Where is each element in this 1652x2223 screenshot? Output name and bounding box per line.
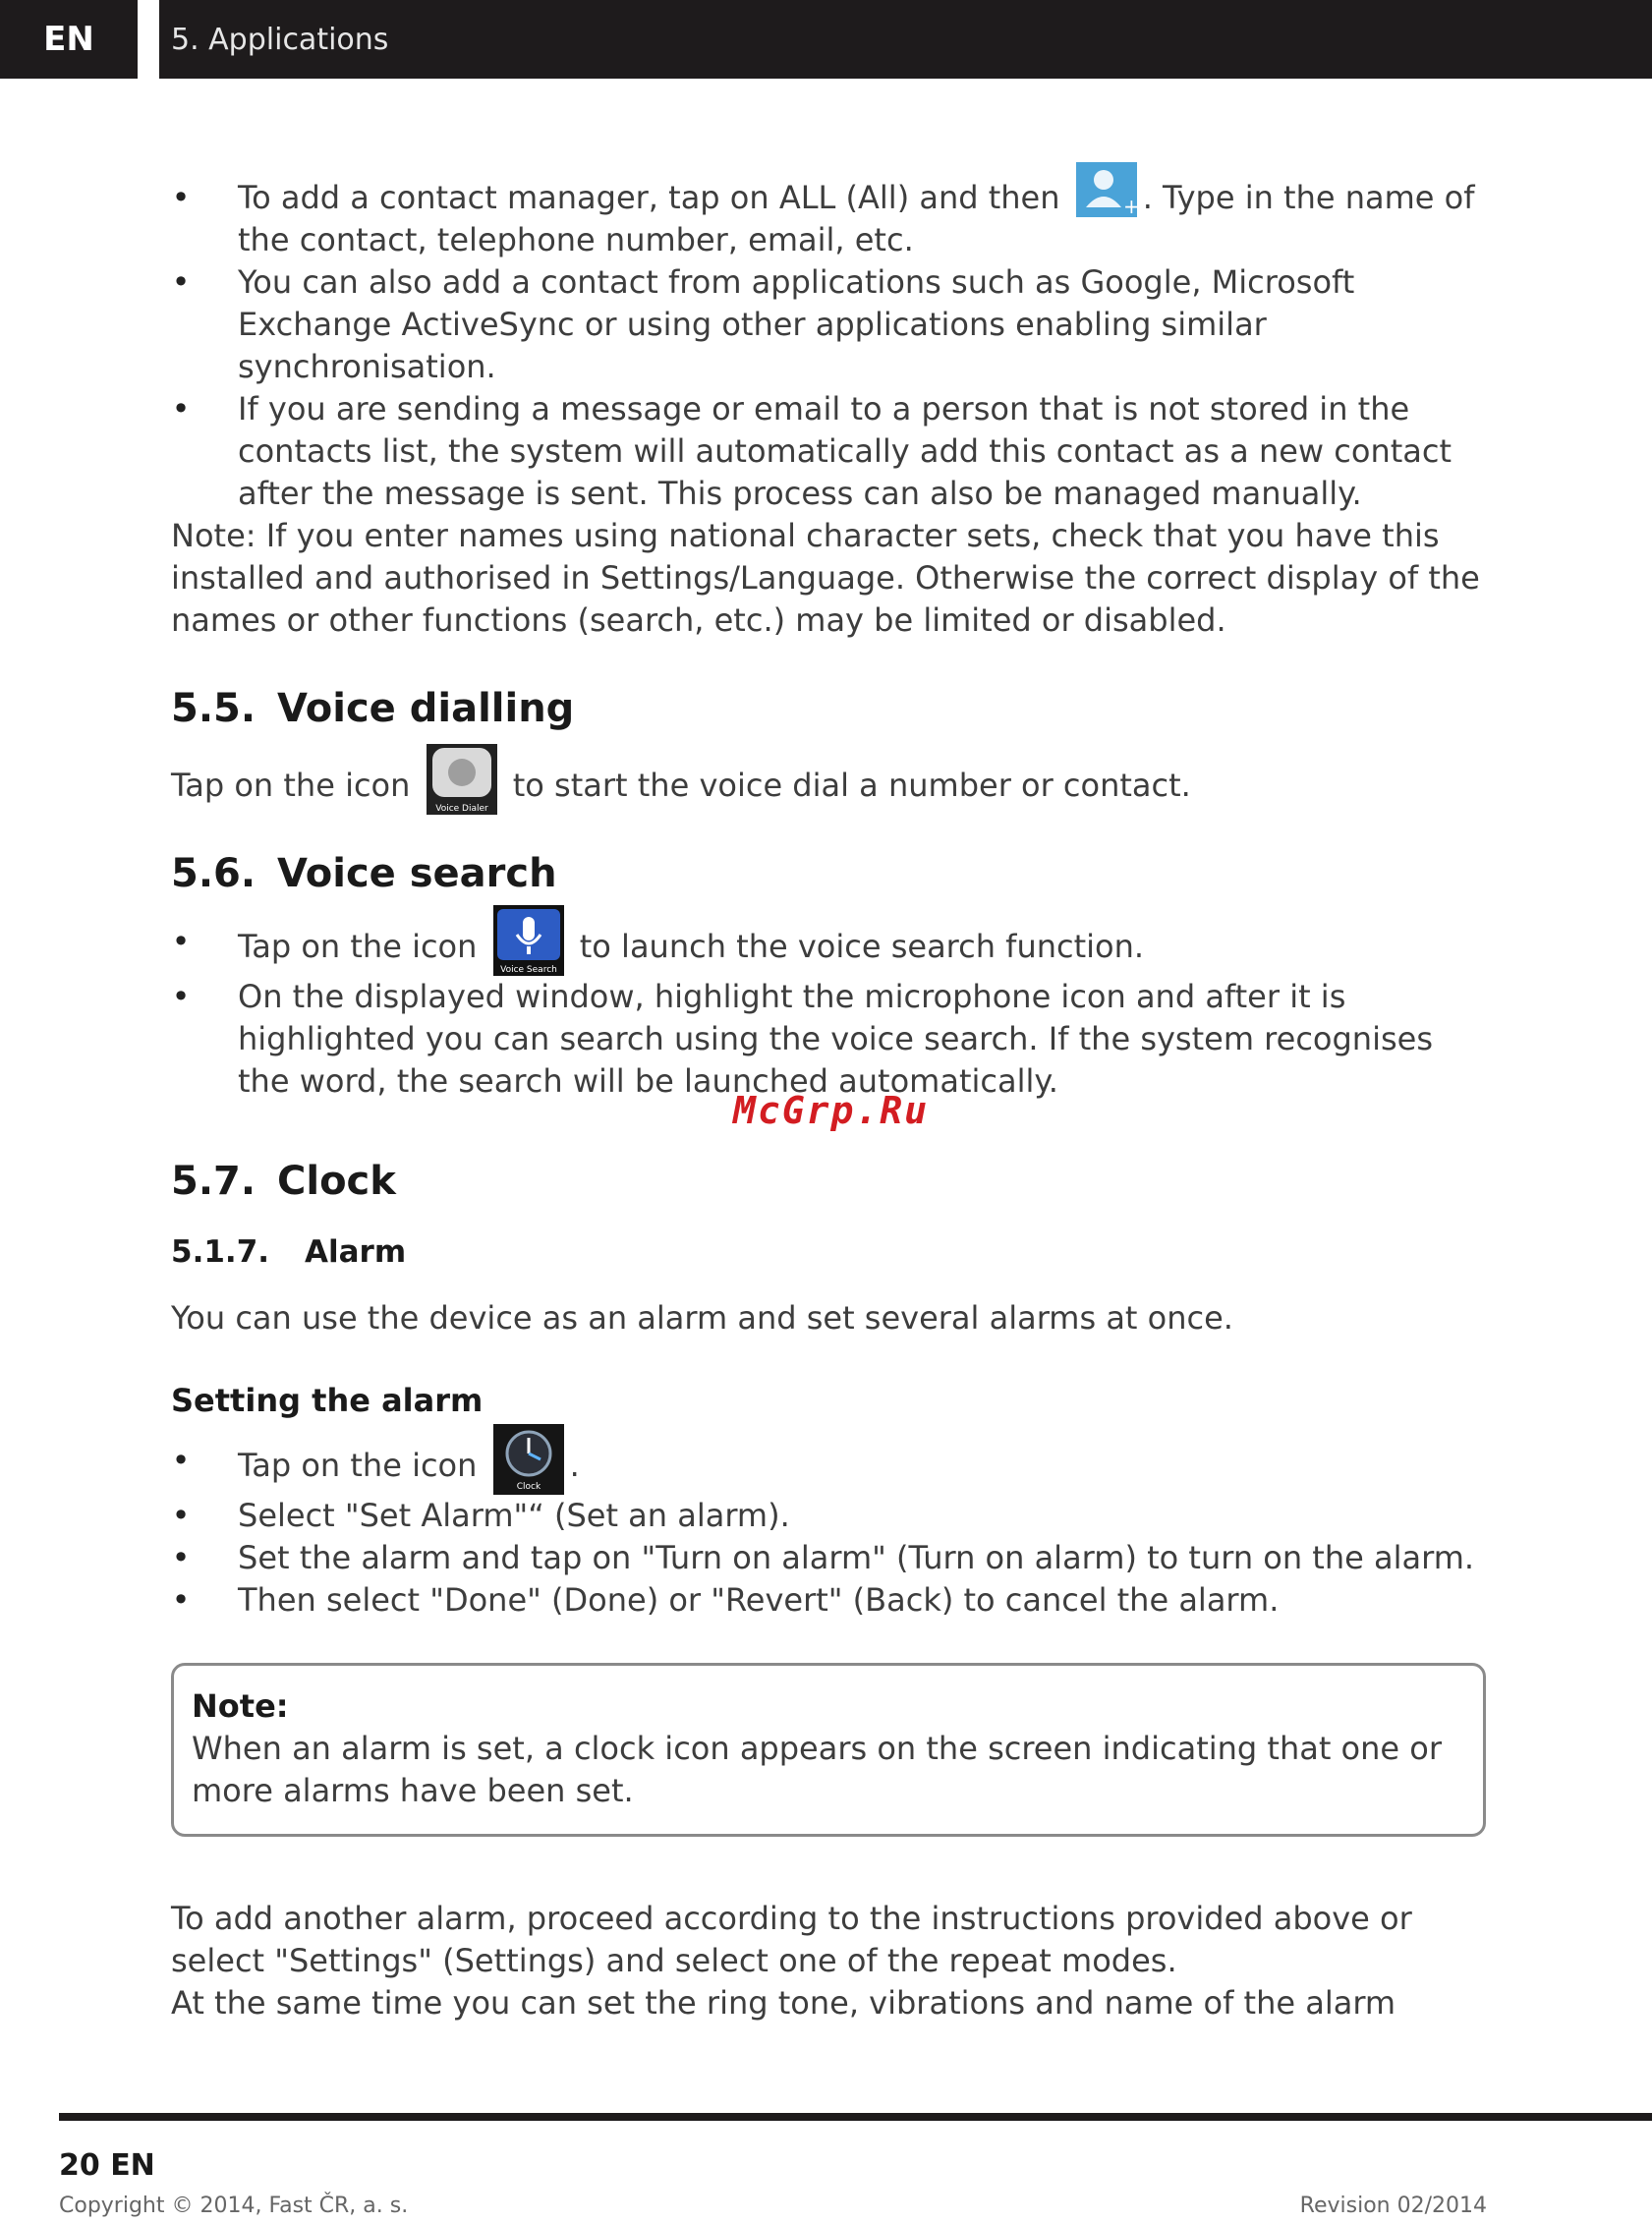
alarm-outro-1: To add another alarm, proceed according to the instructions provided above or select "Settings" (Settings) and select one of the repeat modes.	[171, 1900, 1412, 1979]
voice-dialling-text: Tap on the icon Voice Dialer to start the voice dial a number or contact.	[171, 760, 1488, 815]
alarm-bullets	[171, 1440, 1488, 1622]
clock-icon-label: Clock	[516, 1482, 541, 1492]
setting-alarm-heading: Setting the alarm	[171, 1382, 484, 1419]
voice-search-bullets	[171, 921, 1488, 1103]
voice-dialer-icon-label: Voice Dialer	[434, 804, 488, 814]
add-contact-icon	[1076, 162, 1140, 218]
list-item: • To add a contact manager, tap on ALL (All) and then + . Type in the name of the contact, telephone number, email, etc.	[171, 177, 1488, 261]
list-item: • You can also add a contact from applications such as Google, Microsoft Exchange ActiveSync or using other applications enabling similar synchronisation.	[171, 263, 1355, 385]
list-item: • Tap on the icon Clock .	[171, 1440, 1488, 1495]
heading-clock: 5.7. Clock	[171, 1159, 396, 1204]
note-box	[171, 1663, 1486, 1837]
list-item: • If you are sending a message or email to a person that is not stored in the contacts list, the system will automatically add this contact as a new contact after the message is sent. This process can also be managed manually.	[171, 390, 1453, 512]
clock-icon	[493, 1424, 564, 1495]
svg-text:+: +	[1122, 195, 1140, 218]
voice-dialer-icon	[427, 744, 497, 815]
list-item: • Then select "Done" (Done) or "Revert" (Back) to cancel the alarm.	[171, 1581, 1280, 1619]
contacts-bullets	[171, 177, 1488, 515]
list-item: • On the displayed window, highlight the microphone icon and after it is highlighted you can search using the voice search. If the system recognises the word, the search will be launched automatically.	[171, 978, 1433, 1100]
voice-search-icon	[493, 905, 564, 976]
note-title: Note:	[192, 1687, 289, 1725]
language-tab: EN	[0, 0, 138, 79]
copyright: Copyright © 2014, Fast ČR, a. s.	[59, 2194, 409, 2218]
section-header	[159, 0, 1652, 79]
heading-voice-search: 5.6. Voice search	[171, 851, 557, 896]
footer-divider	[59, 2113, 1652, 2121]
section-title: 5. Applications	[171, 22, 389, 57]
watermark: McGrp.Ru	[733, 1089, 930, 1132]
page-number: 20 EN	[59, 2148, 155, 2183]
alarm-outro-2: At the same time you can set the ring tone, vibrations and name of the alarm	[171, 1984, 1396, 2022]
list-item: • Set the alarm and tap on "Turn on alarm" (Turn on alarm) to turn on the alarm.	[171, 1539, 1475, 1576]
list-item: • Tap on the icon Voice Search to launch the voice search function.	[171, 921, 1488, 976]
voice-search-icon-label: Voice Search	[499, 965, 557, 975]
heading-voice-dialling: 5.5. Voice dialling	[171, 686, 575, 731]
revision: Revision 02/2014	[1299, 2194, 1487, 2218]
list-item: • Select "Set Alarm"“ (Set an alarm).	[171, 1497, 790, 1534]
language-note: Note: If you enter names using national character sets, check that you have this installed and authorised in Settings/Language. Otherwise the correct display of the names or other functions (search, etc.) may be limited or disabled.	[171, 517, 1480, 639]
heading-alarm: 5.1.7. Alarm	[171, 1234, 407, 1270]
note-text: When an alarm is set, a clock icon appears on the screen indicating that one or more alarms have been set.	[192, 1730, 1442, 1809]
alarm-intro: You can use the device as an alarm and set several alarms at once.	[171, 1299, 1233, 1337]
